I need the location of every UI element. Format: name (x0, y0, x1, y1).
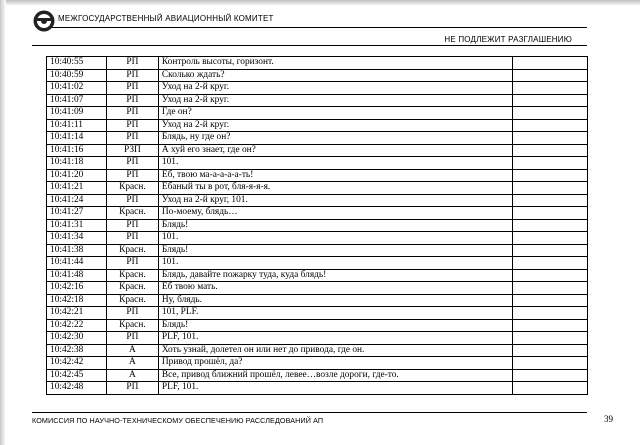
message-cell: PLF, 101. (158, 382, 512, 395)
message-cell: 101. (158, 257, 512, 270)
message-cell: Контроль высоты, горизонт. (158, 57, 512, 70)
time-cell: 10:42:16 (47, 282, 107, 295)
speaker-cell: РП (106, 194, 158, 207)
time-cell: 10:41:20 (47, 169, 107, 182)
speaker-cell: РП (106, 132, 158, 145)
table-row (47, 194, 588, 207)
time-cell: 10:42:38 (47, 344, 107, 357)
time-cell: 10:41:02 (47, 82, 107, 95)
notes-cell (512, 82, 587, 95)
notes-cell (512, 144, 587, 157)
message-cell: Блядь, ну где он? (158, 132, 512, 145)
notes-cell (512, 207, 587, 220)
time-cell: 10:41:11 (47, 119, 107, 132)
table-row (47, 257, 588, 270)
speaker-cell: РП (106, 382, 158, 395)
time-cell: 10:42:45 (47, 369, 107, 382)
notes-cell (512, 244, 587, 257)
speaker-cell: РП (106, 107, 158, 120)
table-row (47, 94, 588, 107)
time-cell: 10:41:18 (47, 157, 107, 170)
message-cell: Хоть узнай, долетел он или нет до привода, где он. (158, 344, 512, 357)
time-cell: 10:41:44 (47, 257, 107, 270)
table-row (47, 207, 588, 220)
message-cell: 101, PLF. (158, 307, 512, 320)
table-row (47, 119, 588, 132)
time-cell: 10:41:24 (47, 194, 107, 207)
notes-cell (512, 219, 587, 232)
time-cell: 10:41:16 (47, 144, 107, 157)
commission-name: КОМИССИЯ ПО НАУЧНО-ТЕХНИЧЕСКОМУ ОБЕСПЕЧЕНИЮ РАССЛЕДОВАНИЙ АП (32, 416, 324, 425)
table-row (47, 219, 588, 232)
table-row (47, 232, 588, 245)
speaker-cell: Красн. (106, 294, 158, 307)
notes-cell (512, 319, 587, 332)
time-cell: 10:41:27 (47, 207, 107, 220)
table-row (47, 169, 588, 182)
message-cell: Блядь! (158, 244, 512, 257)
notes-cell (512, 157, 587, 170)
notes-cell (512, 119, 587, 132)
speaker-cell: Красн. (106, 207, 158, 220)
header-rule (52, 27, 587, 28)
table-row (47, 332, 588, 345)
time-cell: 10:41:48 (47, 269, 107, 282)
notes-cell (512, 169, 587, 182)
message-cell: Все, привод ближний прошёл, левее…возле дороги, где-то. (158, 369, 512, 382)
table-row (47, 132, 588, 145)
footer-rule (32, 412, 587, 413)
time-cell: 10:41:31 (47, 219, 107, 232)
notes-cell (512, 182, 587, 195)
table-row (47, 319, 588, 332)
message-cell: Привод прошёл, да? (158, 357, 512, 370)
notes-cell (512, 344, 587, 357)
classification-label: НЕ ПОДЛЕЖИТ РАЗГЛАШЕНИЮ (444, 35, 572, 44)
speaker-cell: Красн. (106, 182, 158, 195)
speaker-cell: Красн. (106, 319, 158, 332)
header-rule-lower (32, 45, 587, 46)
table-row (47, 307, 588, 320)
speaker-cell: Красн. (106, 269, 158, 282)
table-row (47, 269, 588, 282)
message-cell: Уход на 2-й круг. (158, 82, 512, 95)
notes-cell (512, 382, 587, 395)
table-row (47, 294, 588, 307)
notes-cell (512, 94, 587, 107)
scan-shadow-left (0, 0, 6, 445)
time-cell: 10:42:48 (47, 382, 107, 395)
notes-cell (512, 332, 587, 345)
message-cell: 101. (158, 232, 512, 245)
speaker-cell: РП (106, 82, 158, 95)
speaker-cell: РЗП (106, 144, 158, 157)
notes-cell (512, 369, 587, 382)
speaker-cell: РП (106, 257, 158, 270)
speaker-cell: РП (106, 157, 158, 170)
speaker-cell: РП (106, 57, 158, 70)
message-cell: А хуй его знает, где он? (158, 144, 512, 157)
message-cell: Блядь! (158, 219, 512, 232)
notes-cell (512, 132, 587, 145)
page-number: 39 (604, 414, 613, 424)
message-cell: Уход на 2-й круг, 101. (158, 194, 512, 207)
speaker-cell: РП (106, 232, 158, 245)
message-cell: Где он? (158, 107, 512, 120)
table-row (47, 69, 588, 82)
speaker-cell: А (106, 344, 158, 357)
time-cell: 10:42:21 (47, 307, 107, 320)
notes-cell (512, 232, 587, 245)
table-row (47, 82, 588, 95)
message-cell: Ёб, твою ма-а-а-а-а-ть! (158, 169, 512, 182)
notes-cell (512, 282, 587, 295)
time-cell: 10:40:55 (47, 57, 107, 70)
message-cell: Ну, блядь. (158, 294, 512, 307)
notes-cell (512, 357, 587, 370)
table-row (47, 344, 588, 357)
notes-cell (512, 257, 587, 270)
message-cell: 101. (158, 157, 512, 170)
message-cell: Уход на 2-й круг. (158, 119, 512, 132)
notes-cell (512, 69, 587, 82)
message-cell: PLF, 101. (158, 332, 512, 345)
notes-cell (512, 57, 587, 70)
speaker-cell: РП (106, 169, 158, 182)
notes-cell (512, 307, 587, 320)
message-cell: Сколько ждать? (158, 69, 512, 82)
speaker-cell: РП (106, 69, 158, 82)
speaker-cell: Красн. (106, 244, 158, 257)
time-cell: 10:41:09 (47, 107, 107, 120)
table-row (47, 157, 588, 170)
table-row (47, 382, 588, 395)
speaker-cell: Красн. (106, 282, 158, 295)
speaker-cell: РП (106, 332, 158, 345)
time-cell: 10:40:59 (47, 69, 107, 82)
speaker-cell: РП (106, 94, 158, 107)
notes-cell (512, 269, 587, 282)
message-cell: По-моему, блядь… (158, 207, 512, 220)
speaker-cell: А (106, 357, 158, 370)
speaker-cell: РП (106, 119, 158, 132)
message-cell: Уход на 2-й круг. (158, 94, 512, 107)
time-cell: 10:42:22 (47, 319, 107, 332)
message-cell: Блядь, давайте пожарку туда, куда блядь! (158, 269, 512, 282)
organization-name: МЕЖГОСУДАРСТВЕННЫЙ АВИАЦИОННЫЙ КОМИТЕТ (58, 14, 274, 23)
table-row (47, 57, 588, 70)
message-cell: Ёбаный ты в рот, бля-я-я-я. (158, 182, 512, 195)
table-row (47, 282, 588, 295)
notes-cell (512, 294, 587, 307)
notes-cell (512, 194, 587, 207)
speaker-cell: РП (106, 219, 158, 232)
speaker-cell: А (106, 369, 158, 382)
message-cell: Ёб твою мать. (158, 282, 512, 295)
time-cell: 10:41:38 (47, 244, 107, 257)
table-row (47, 107, 588, 120)
notes-cell (512, 107, 587, 120)
table-row (47, 182, 588, 195)
time-cell: 10:42:42 (47, 357, 107, 370)
scan-shadow-top (0, 0, 640, 6)
table-row (47, 357, 588, 370)
time-cell: 10:41:34 (47, 232, 107, 245)
time-cell: 10:42:18 (47, 294, 107, 307)
table-row (47, 369, 588, 382)
time-cell: 10:41:21 (47, 182, 107, 195)
message-cell: Блядь! (158, 319, 512, 332)
speaker-cell: РП (106, 307, 158, 320)
transcript-table (46, 56, 588, 395)
time-cell: 10:41:07 (47, 94, 107, 107)
emblem-icon (32, 9, 56, 33)
table-row (47, 244, 588, 257)
table-row (47, 144, 588, 157)
time-cell: 10:41:14 (47, 132, 107, 145)
time-cell: 10:42:30 (47, 332, 107, 345)
